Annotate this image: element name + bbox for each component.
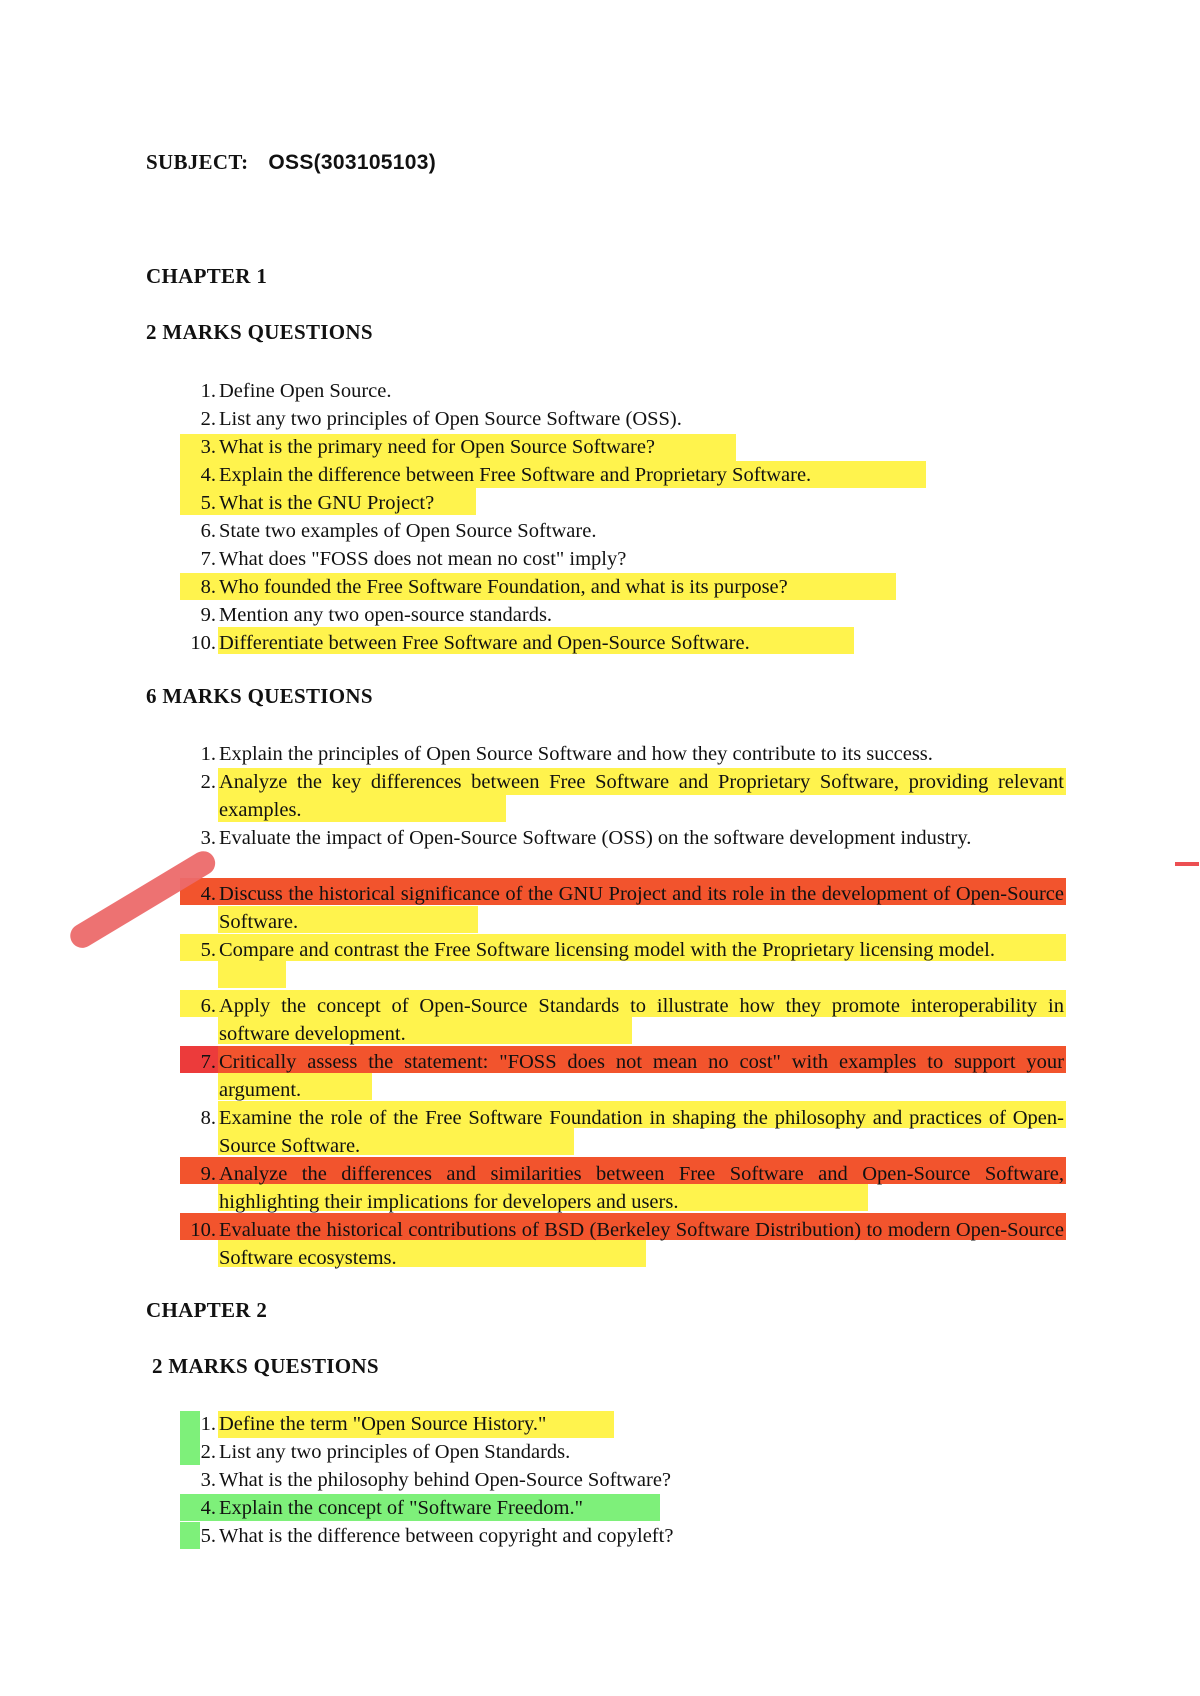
question-text: Explain the concept of "Software Freedom." <box>219 1497 583 1519</box>
item-number: 3. <box>200 436 216 458</box>
question-text: List any two principles of Open Source Software (OSS). <box>219 408 682 430</box>
item-number: 3. <box>200 827 216 849</box>
item-number: 6. <box>200 995 216 1017</box>
item-number: 7. <box>200 548 216 570</box>
item-number: 5. <box>200 492 216 514</box>
question-text: Differentiate between Free Software and Open-Source Software. <box>219 632 750 654</box>
subject-code: OSS(303105103) <box>268 151 437 174</box>
item-number: 8. <box>200 1107 216 1129</box>
question-text: Analyze the differences and similarities between Free Software and Open-Source Software, highlighting their implications for developers and users. <box>219 1163 1064 1213</box>
chapter-2-title: CHAPTER 2 <box>146 1298 268 1322</box>
question-text: State two examples of Open Source Software. <box>219 520 597 542</box>
chapter-1-title: CHAPTER 1 <box>146 264 268 288</box>
item-number: 8. <box>200 576 216 598</box>
item-number: 4. <box>200 464 216 486</box>
question-text: Define Open Source. <box>219 380 392 402</box>
question-text: Analyze the key differences between Free Software and Proprietary Software, providing relevant examples. <box>219 771 1064 821</box>
item-number: 10. <box>190 1219 216 1241</box>
question-text: List any two principles of Open Standards. <box>219 1441 571 1463</box>
item-number: 1. <box>200 380 216 402</box>
item-number: 1. <box>200 1413 216 1435</box>
subject-line <box>146 150 436 175</box>
item-number: 4. <box>200 883 216 905</box>
item-number: 9. <box>200 604 216 626</box>
item-number: 5. <box>200 939 216 961</box>
item-number: 2. <box>200 771 216 793</box>
question-text: Define the term "Open Source History." <box>219 1413 547 1435</box>
question-text: Who founded the Free Software Foundation, and what is its purpose? <box>219 576 788 598</box>
question-text: What is the philosophy behind Open-Source Software? <box>219 1469 672 1491</box>
question-text: Evaluate the historical contributions of BSD (Berkeley Software Distribution) to modern Open-Source Software ecosystems. <box>219 1219 1064 1269</box>
item-number: 2. <box>200 408 216 430</box>
question-text: Apply the concept of Open-Source Standards to illustrate how they promote interoperability in software development. <box>219 995 1064 1045</box>
item-number: 6. <box>200 520 216 542</box>
question-text: Explain the difference between Free Software and Proprietary Software. <box>219 464 812 486</box>
item-number: 10. <box>190 632 216 654</box>
question-text: Explain the principles of Open Source Software and how they contribute to its success. <box>219 743 933 765</box>
question-text: What is the GNU Project? <box>219 492 435 514</box>
item-number: 2. <box>200 1441 216 1463</box>
item-number: 5. <box>200 1525 216 1547</box>
question-text: Critically assess the statement: "FOSS does not mean no cost" with examples to support your argument. <box>219 1051 1064 1101</box>
item-number: 1. <box>200 743 216 765</box>
subject-label: SUBJECT: <box>146 150 249 174</box>
chapter-1-two-marks-heading: 2 MARKS QUESTIONS <box>146 320 373 344</box>
question-text: Examine the role of the Free Software Foundation in shaping the philosophy and practices of Open-Source Software. <box>219 1107 1064 1157</box>
question-text: Evaluate the impact of Open-Source Software (OSS) on the software development industry. <box>219 827 972 849</box>
item-number: 9. <box>200 1163 216 1185</box>
item-number: 3. <box>200 1469 216 1491</box>
highlight-c1-6m-5b <box>218 961 286 988</box>
question-text: What does "FOSS does not mean no cost" imply? <box>219 548 627 570</box>
chapter-1-six-marks-heading: 6 MARKS QUESTIONS <box>146 684 373 708</box>
question-text: What is the difference between copyright and copyleft? <box>219 1525 674 1547</box>
question-text: Discuss the historical significance of the GNU Project and its role in the development of Open-Source Software. <box>219 883 1064 933</box>
question-text: What is the primary need for Open Source Software? <box>219 436 656 458</box>
chapter-2-two-marks-heading: 2 MARKS QUESTIONS <box>152 1354 379 1378</box>
pen-dash-annotation <box>1175 862 1199 866</box>
item-number: 7. <box>200 1051 216 1073</box>
item-number: 4. <box>200 1497 216 1519</box>
question-text: Mention any two open-source standards. <box>219 604 553 626</box>
question-text: Compare and contrast the Free Software licensing model with the Proprietary licensing model. <box>219 939 995 961</box>
